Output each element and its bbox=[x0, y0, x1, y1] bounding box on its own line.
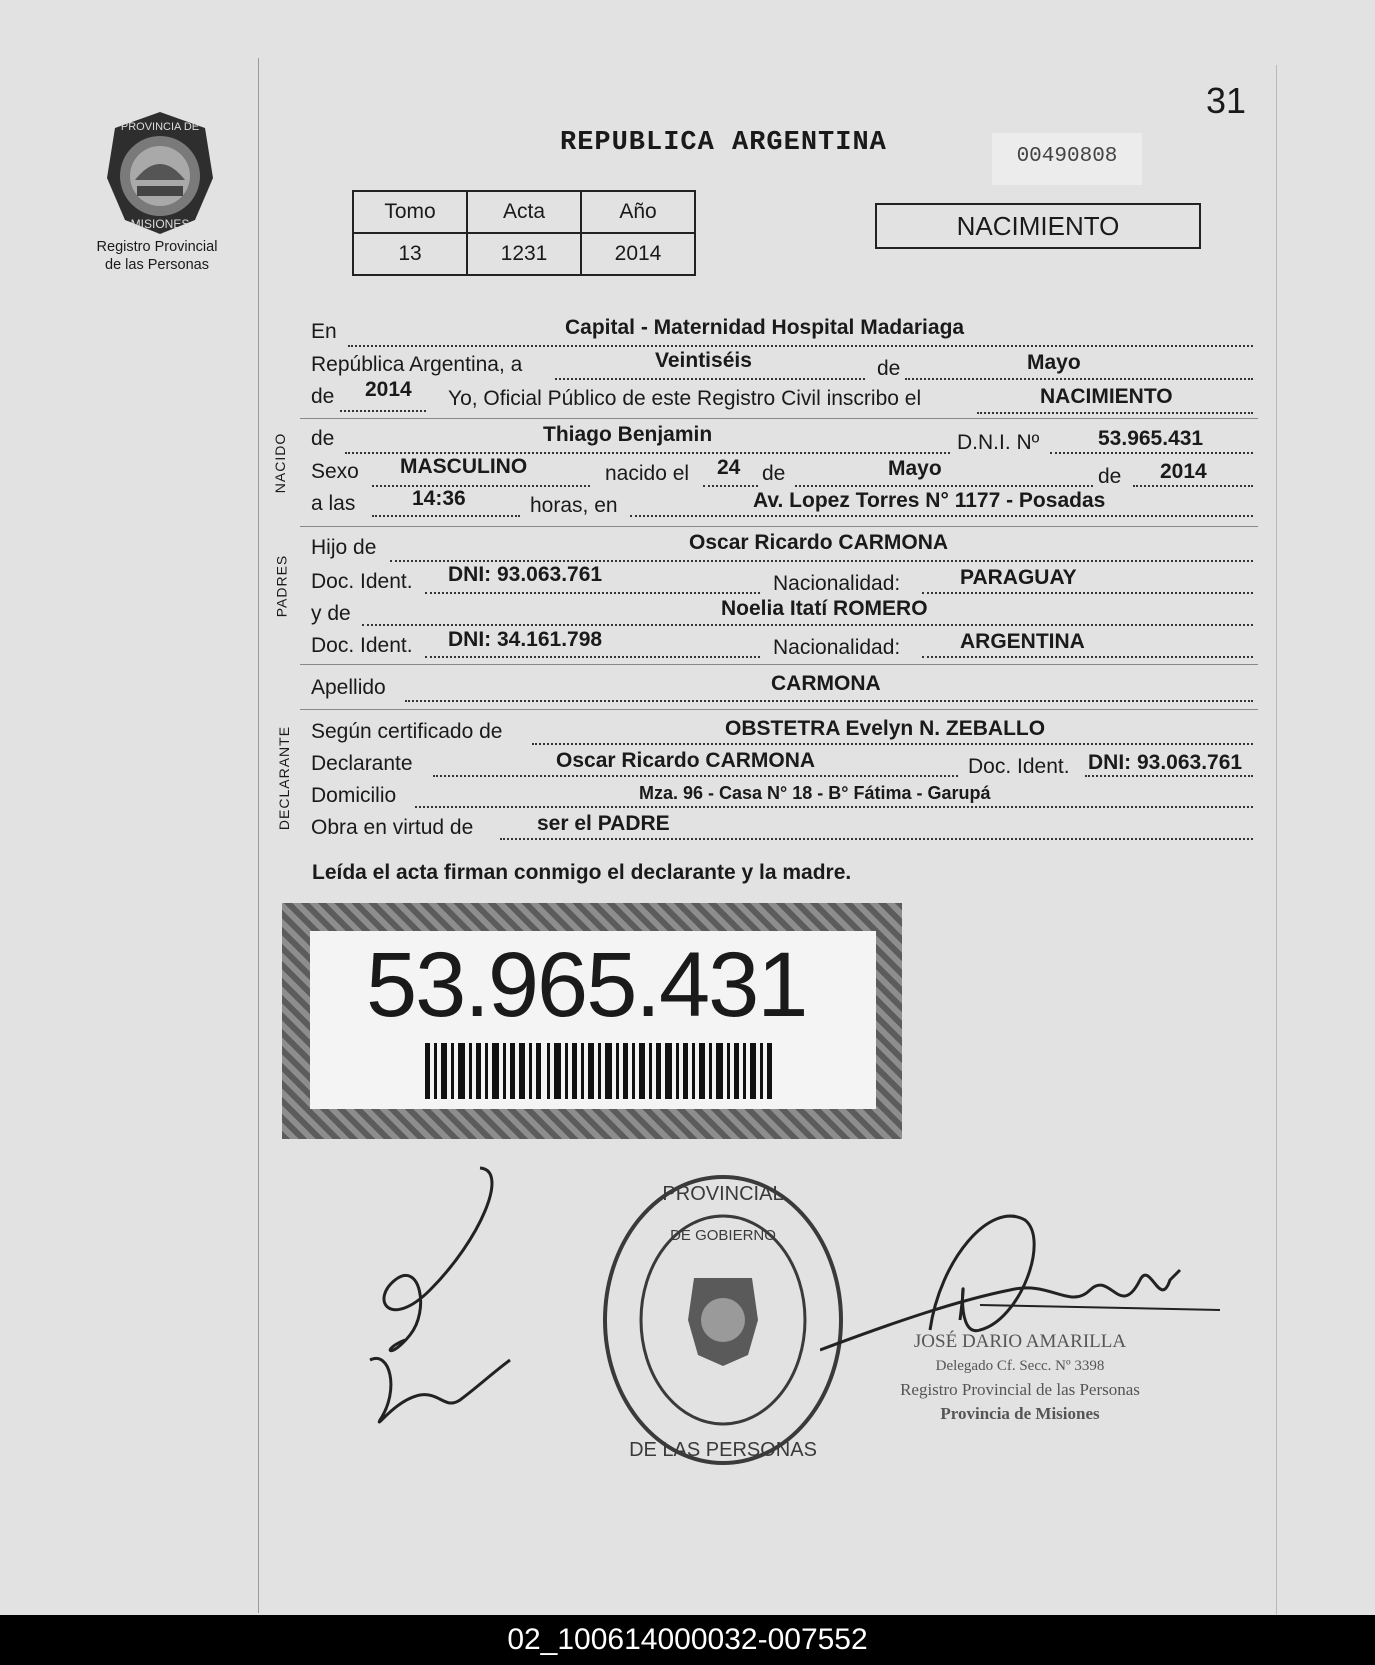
father-doc-value: DNI: 93.063.761 bbox=[448, 563, 603, 586]
official-province: Provincia de Misiones bbox=[940, 1404, 1100, 1423]
dotted-line bbox=[977, 412, 1253, 414]
serial-stamp: 00490808 bbox=[992, 133, 1142, 185]
svg-text:PROVINCIAL: PROVINCIAL bbox=[662, 1183, 784, 1205]
label-apellido: Apellido bbox=[311, 676, 386, 699]
dotted-line bbox=[795, 485, 1093, 487]
label-republica: República Argentina, a bbox=[311, 353, 523, 376]
dotted-line bbox=[1133, 485, 1253, 487]
label-nacionalidad: Nacionalidad: bbox=[773, 572, 901, 595]
label-nacido-el: nacido el bbox=[605, 462, 690, 485]
declarant-value: Oscar Ricardo CARMONA bbox=[556, 749, 816, 772]
dni-barcode-label bbox=[282, 903, 902, 1139]
dotted-line bbox=[390, 560, 1253, 562]
svg-text:DE GOBIERNO: DE GOBIERNO bbox=[670, 1227, 776, 1244]
birth-year-value: 2014 bbox=[1160, 460, 1207, 483]
address-value: Mza. 96 - Casa N° 18 - B° Fátima - Garupá bbox=[639, 783, 991, 803]
dotted-line bbox=[372, 485, 590, 487]
section-label-nacido: NACIDO bbox=[272, 432, 289, 494]
dotted-line bbox=[555, 378, 865, 380]
month-value: Mayo bbox=[1027, 351, 1081, 374]
dotted-line bbox=[922, 592, 1253, 594]
mother-name-value: Noelia Itatí ROMERO bbox=[721, 597, 928, 620]
dotted-line bbox=[425, 656, 760, 658]
official-title: Delegado Cf. Secc. Nº 3398 bbox=[935, 1358, 1105, 1374]
svg-text:DE LAS PERSONAS: DE LAS PERSONAS bbox=[629, 1439, 817, 1461]
label-de: de bbox=[1098, 465, 1122, 488]
margin-line bbox=[258, 58, 259, 1613]
dotted-line bbox=[362, 624, 1253, 626]
dotted-line bbox=[340, 410, 426, 412]
label-segun: Según certificado de bbox=[311, 720, 503, 743]
sex-value: MASCULINO bbox=[400, 455, 528, 478]
birth-address-value: Av. Lopez Torres N° 1177 - Posadas bbox=[753, 489, 1106, 512]
dotted-line bbox=[425, 592, 760, 594]
surname-value: CARMONA bbox=[771, 672, 881, 695]
page-number: 31 bbox=[1206, 80, 1247, 121]
dotted-line bbox=[703, 485, 758, 487]
issuer-name bbox=[62, 238, 252, 274]
label-domicilio: Domicilio bbox=[311, 784, 397, 807]
label-y-de: y de bbox=[311, 602, 351, 625]
table-cell: 1231 bbox=[467, 233, 581, 275]
table-header: Año bbox=[581, 191, 695, 233]
father-name-value: Oscar Ricardo CARMONA bbox=[689, 531, 949, 554]
official-seal bbox=[598, 1170, 848, 1470]
section-divider bbox=[300, 526, 1258, 527]
dni-number: 53.965.431 bbox=[366, 934, 807, 1036]
label-doc-ident: Doc. Ident. bbox=[311, 634, 413, 657]
dotted-line bbox=[1085, 775, 1253, 777]
year-value: 2014 bbox=[365, 378, 412, 401]
dotted-line bbox=[500, 838, 1253, 840]
label-de: de bbox=[762, 462, 786, 485]
svg-text:PROVINCIA DE: PROVINCIA DE bbox=[120, 121, 200, 133]
birth-day-value: 24 bbox=[717, 456, 741, 479]
section-divider bbox=[300, 664, 1258, 665]
official-name: JOSÉ DARIO AMARILLA bbox=[913, 1331, 1127, 1352]
dotted-line bbox=[905, 378, 1253, 380]
label-de: de bbox=[877, 357, 901, 380]
dotted-line bbox=[1050, 452, 1253, 454]
dotted-line bbox=[630, 515, 1253, 517]
label-en: En bbox=[311, 320, 337, 343]
issuer-line-1: Registro Provincial bbox=[96, 239, 218, 255]
record-type-box: NACIMIENTO bbox=[875, 203, 1201, 249]
dotted-line bbox=[922, 656, 1253, 658]
declarant-doc-value: DNI: 93.063.761 bbox=[1088, 751, 1243, 774]
table-header: Acta bbox=[467, 191, 581, 233]
official-office: Registro Provincial de las Personas bbox=[900, 1380, 1140, 1399]
dotted-line bbox=[415, 806, 1253, 808]
birth-time-value: 14:36 bbox=[412, 487, 466, 510]
capacity-value: ser el PADRE bbox=[537, 812, 670, 835]
table-cell: 13 bbox=[353, 233, 467, 275]
section-label-declarante: DECLARANTE bbox=[276, 725, 293, 831]
dotted-line bbox=[348, 345, 1253, 347]
act-value: NACIMIENTO bbox=[1040, 385, 1173, 408]
child-dni-value: 53.965.431 bbox=[1098, 427, 1204, 450]
label-sexo: Sexo bbox=[311, 460, 359, 483]
dotted-line bbox=[405, 700, 1253, 702]
label-yo: Yo, Oficial Público de este Registro Civil inscribo el bbox=[448, 387, 922, 410]
issuer-line-2: de las Personas bbox=[105, 257, 209, 273]
label-horas-en: horas, en bbox=[530, 494, 618, 517]
scan-id-footer: 02_100614000032-007552 bbox=[0, 1615, 1375, 1665]
section-label-padres: PADRES bbox=[273, 554, 290, 618]
certificate-value: OBSTETRA Evelyn N. ZEBALLO bbox=[725, 717, 1046, 740]
birth-month-value: Mayo bbox=[888, 457, 942, 480]
label-obra: Obra en virtud de bbox=[311, 816, 474, 839]
label-de: de bbox=[311, 427, 335, 450]
label-dni: D.N.I. Nº bbox=[957, 431, 1040, 454]
svg-text:MISIONES: MISIONES bbox=[130, 217, 190, 231]
place-value: Capital - Maternidad Hospital Madariaga bbox=[565, 316, 965, 339]
table-header: Tomo bbox=[353, 191, 467, 233]
provincia-misiones-seal-logo bbox=[95, 108, 225, 238]
section-divider bbox=[300, 418, 1258, 419]
table-cell: 2014 bbox=[581, 233, 695, 275]
dotted-line bbox=[433, 775, 958, 777]
label-doc-ident: Doc. Ident. bbox=[968, 755, 1070, 778]
label-de: de bbox=[311, 385, 335, 408]
day-value: Veintiséis bbox=[655, 349, 752, 372]
label-nacionalidad: Nacionalidad: bbox=[773, 636, 901, 659]
label-doc-ident: Doc. Ident. bbox=[311, 570, 413, 593]
registry-table bbox=[352, 190, 696, 276]
right-edge-line bbox=[1276, 65, 1277, 1615]
signature-left bbox=[350, 1160, 530, 1440]
label-hijo-de: Hijo de bbox=[311, 536, 377, 559]
mother-doc-value: DNI: 34.161.798 bbox=[448, 628, 603, 651]
dotted-line bbox=[345, 452, 950, 454]
child-name-value: Thiago Benjamin bbox=[543, 423, 713, 446]
dotted-line bbox=[372, 515, 520, 517]
section-divider bbox=[300, 709, 1258, 710]
mother-nationality-value: ARGENTINA bbox=[960, 630, 1085, 653]
official-stamp bbox=[860, 1330, 1180, 1426]
page-title: REPUBLICA ARGENTINA bbox=[560, 128, 887, 158]
barcode bbox=[425, 1043, 785, 1099]
closing-statement: Leída el acta firman conmigo el declarante y la madre. bbox=[312, 861, 852, 884]
dotted-line bbox=[532, 743, 1253, 745]
label-declarante: Declarante bbox=[311, 752, 413, 775]
label-a-las: a las bbox=[311, 492, 356, 515]
father-nationality-value: PARAGUAY bbox=[960, 566, 1077, 589]
